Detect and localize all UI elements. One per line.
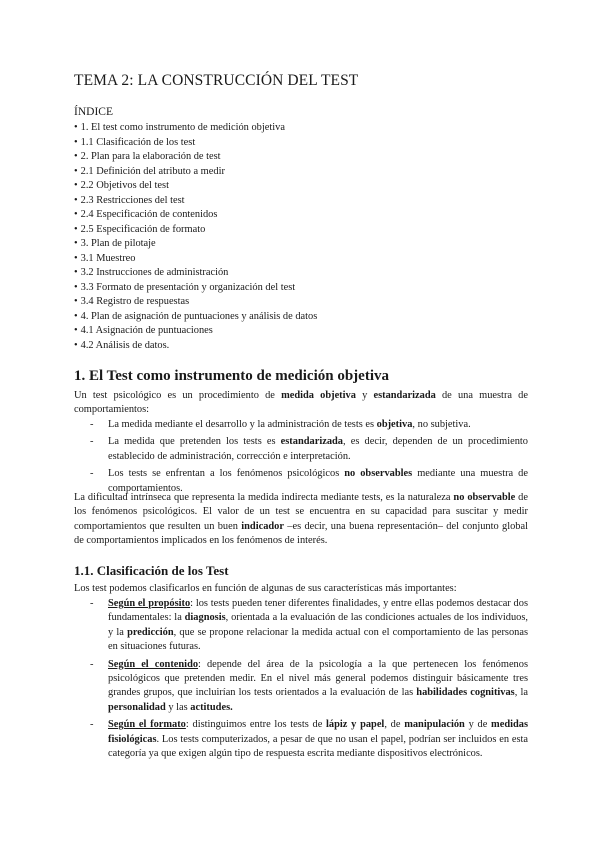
index-item[interactable]: • 3.4 Registro de respuestas <box>74 295 317 310</box>
underlined-label: Según el propósito <box>108 598 191 609</box>
text-run: La medida mediante el desarrollo y la administración de tests es <box>108 419 377 430</box>
index-item[interactable]: • 4.2 Análisis de datos. <box>74 339 317 354</box>
bullet-item <box>74 435 528 464</box>
text-run: –es decir, una buena representación– del conjunto global de comportamientos implicados en los fenómenos de interés. <box>74 520 528 547</box>
bold-term: estandarizada <box>373 390 436 401</box>
text-run: Los tests se enfrentan a los fenómenos psicológicos <box>108 468 345 480</box>
index-item[interactable]: • 3.3 Formato de presentación y organización del test <box>74 281 317 296</box>
text-run: , la <box>514 687 528 699</box>
text-run: , orientada a la evaluación de las condiciones actuales de los individuos, y la <box>108 612 528 638</box>
section-1-bullets <box>74 418 528 499</box>
index-list <box>74 121 317 353</box>
text-run: La medida que pretenden los tests es <box>108 436 281 448</box>
text-run: mediante una muestra de comportamientos. <box>108 468 528 494</box>
text-run: de los fenómenos psicológicos. El valor de un test se encuentra en su capacidad para suscitar y medir comportamientos que resulten un buen <box>74 492 528 532</box>
index-item[interactable]: • 2.4 Especificación de contenidos <box>74 208 317 223</box>
text-run: , que se propone relacionar la medida actual con el comportamiento de las personas en situaciones futuras. <box>108 626 528 653</box>
bold-term: predicción <box>127 626 174 638</box>
text-run: : depende del área de la psicología a la que pertenecen los fenómenos psicológicos que pretenden medir. En el nivel más general podemos distinguir básicamente tres grandes grupos, que incluirían los tests orientados a la evaluación de las <box>108 658 528 699</box>
bold-term: personalidad <box>108 701 166 713</box>
bold-term: habilidades cognitivas <box>416 687 515 699</box>
index-item[interactable]: • 2.1 Definición del atributo a medir <box>74 165 317 180</box>
index-item[interactable]: • 1. El test como instrumento de medición objetiva <box>74 121 317 136</box>
index-item[interactable]: • 2.3 Restricciones del test <box>74 194 317 209</box>
index-item[interactable]: • 2. Plan para la elaboración de test <box>74 150 317 165</box>
text-run: y las <box>165 701 191 713</box>
document-title: TEMA 2: LA CONSTRUCCIÓN DEL TEST <box>74 72 359 89</box>
bold-term: indicador <box>241 520 284 532</box>
text-run: : distinguimos entre los tests de <box>185 719 327 731</box>
bold-term: no observables <box>344 468 413 480</box>
underlined-label: Según el contenido <box>108 658 199 670</box>
text-run: : los tests pueden tener diferentes finalidades, y entre ellas podemos destacar dos fundamentales: la <box>108 598 528 624</box>
bullet-item <box>74 597 528 655</box>
index-item[interactable]: • 4.1 Asignación de puntuaciones <box>74 324 317 339</box>
bold-term: estandarizada <box>280 436 344 448</box>
index-item[interactable]: • 2.2 Objetivos del test <box>74 179 317 194</box>
section-1-paragraph <box>74 491 528 549</box>
index-item[interactable]: • 2.5 Especificación de formato <box>74 223 317 238</box>
bold-term: manipulación <box>404 719 465 731</box>
text-run: , de <box>384 719 405 731</box>
index-item[interactable]: • 1.1 Clasificación de los test <box>74 136 317 151</box>
text-run: y <box>355 390 374 401</box>
text-run: . Los tests computerizados, a pesar de que no usan el papel, podrían ser incluidos en esta categoría ya que exigen algún tipo de respuesta escrita mediante dispositivos electrónicos. <box>108 733 528 760</box>
section-1-title: 1. El Test como instrumento de medición objetiva <box>74 368 389 384</box>
text-run: Un test psicológico es un procedimiento de <box>74 390 282 401</box>
bold-term: no observable <box>453 492 516 503</box>
section-1-1-bullets <box>74 597 528 764</box>
bold-term: lápiz y papel <box>326 719 385 731</box>
text-run: , no subjetiva. <box>412 419 471 430</box>
bold-term: actitudes. <box>190 701 233 713</box>
bold-term: medidas fisiológicas <box>108 719 528 745</box>
index-item[interactable]: • 3. Plan de pilotaje <box>74 237 317 252</box>
section-1-1-intro: Los test podemos clasificarlos en función de algunas de sus características más importantes: <box>74 583 457 594</box>
index-item[interactable]: • 3.1 Muestreo <box>74 252 317 267</box>
bold-term: medida objetiva <box>281 390 356 401</box>
index-heading: ÍNDICE <box>74 106 113 118</box>
section-1-1-title: 1.1. Clasificación de los Test <box>74 563 229 578</box>
text-run: de una muestra de comportamientos: <box>74 390 528 416</box>
text-run: , es decir, dependen de un procedimiento establecido de administración, corrección e interpretación. <box>108 436 529 462</box>
bold-term: objetiva <box>376 419 413 430</box>
underlined-label: Según el formato <box>108 719 186 731</box>
bold-term: diagnosis <box>184 612 226 624</box>
bullet-item <box>74 418 528 432</box>
text-run: La dificultad intrínseca que representa la medida indirecta mediante tests, es la naturaleza <box>74 492 454 503</box>
section-1-intro <box>74 389 528 418</box>
text-run: y de <box>464 719 492 731</box>
index-item[interactable]: • 3.2 Instrucciones de administración <box>74 266 317 281</box>
bullet-item <box>74 718 528 761</box>
index-item[interactable]: • 4. Plan de asignación de puntuaciones y análisis de datos <box>74 310 317 325</box>
bullet-item <box>74 658 528 716</box>
